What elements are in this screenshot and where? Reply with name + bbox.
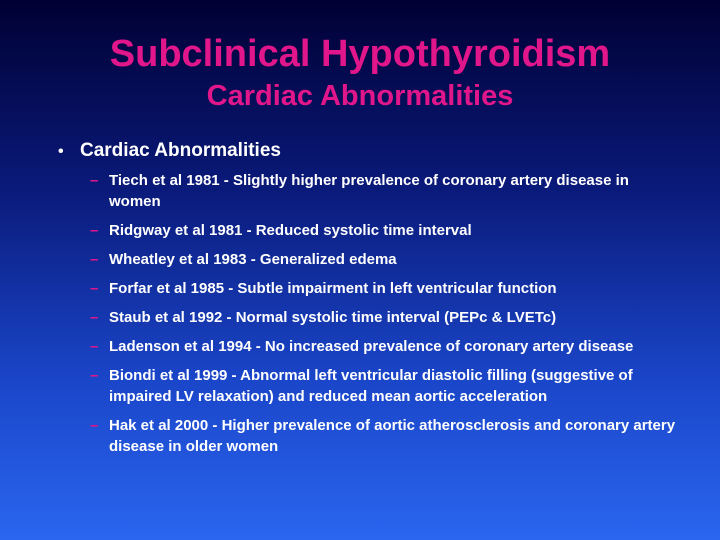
dash-marker: – — [90, 222, 99, 239]
dash-marker: – — [90, 338, 99, 355]
list-item-text: Ridgway et al 1981 - Reduced systolic time interval — [109, 222, 472, 239]
list-item — [90, 415, 680, 457]
list-item — [90, 249, 680, 270]
dash-marker: – — [90, 309, 99, 326]
dash-marker: – — [90, 172, 99, 189]
list-item-text: Biondi et al 1999 - Abnormal left ventricular diastolic filling (suggestive of impaired LV relaxation) and reduced mean aortic acceleration — [109, 367, 633, 405]
list-item — [90, 278, 680, 299]
study-list — [90, 170, 680, 465]
list-item — [90, 220, 680, 241]
dash-marker: – — [90, 280, 99, 297]
main-bullet — [58, 139, 281, 164]
slide-title: Subclinical Hypothyroidism — [109, 33, 611, 75]
dash-marker: – — [90, 251, 99, 268]
list-item-text: Tiech et al 1981 - Slightly higher prevalence of coronary artery disease in women — [109, 172, 629, 210]
bullet-marker: • — [58, 143, 64, 160]
list-item — [90, 365, 680, 407]
list-item-text: Staub et al 1992 - Normal systolic time interval (PEPc & LVETc) — [109, 309, 557, 326]
list-item-text: Hak et al 2000 - Higher prevalence of aortic atherosclerosis and coronary artery disease in older women — [109, 417, 676, 455]
slide-subtitle: Cardiac Abnormalities — [206, 80, 514, 112]
list-item — [90, 336, 680, 357]
list-item-text: Forfar et al 1985 - Subtle impairment in left ventricular function — [109, 280, 557, 297]
list-item-text: Ladenson et al 1994 - No increased prevalence of coronary artery disease — [109, 338, 634, 355]
dash-marker: – — [90, 367, 99, 384]
list-item-text: Wheatley et al 1983 - Generalized edema — [109, 251, 397, 268]
list-item — [90, 307, 680, 328]
bullet-label: Cardiac Abnormalities — [80, 140, 281, 161]
dash-marker: – — [90, 417, 99, 434]
list-item — [90, 170, 680, 212]
